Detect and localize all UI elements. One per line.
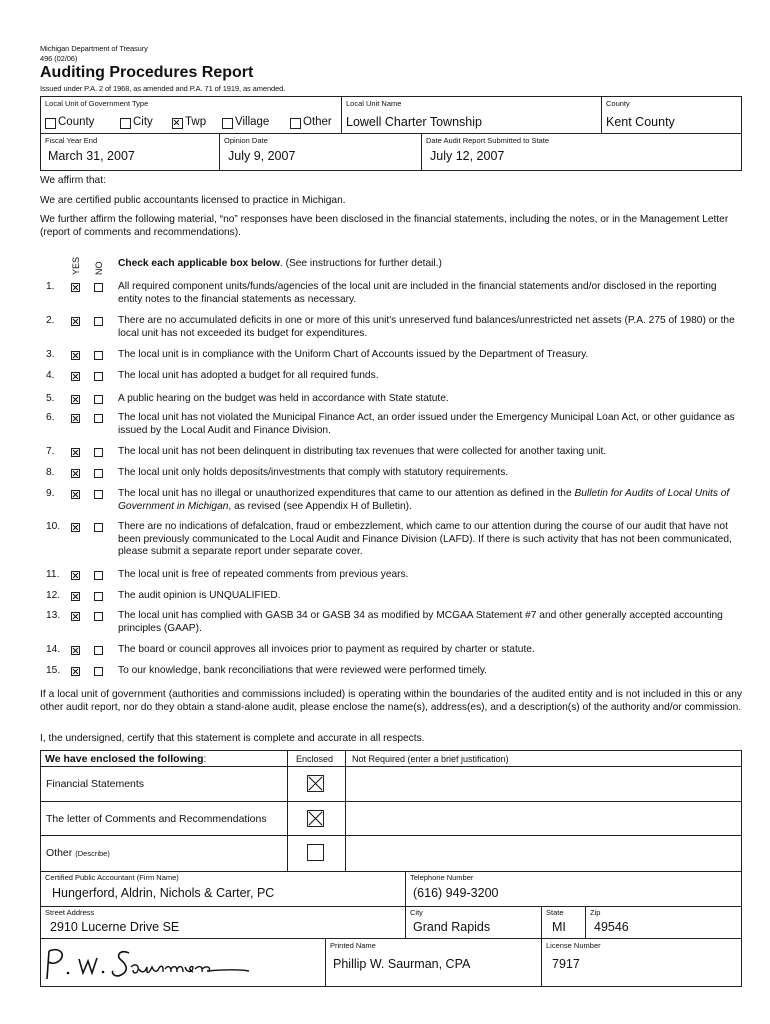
item-no-checkbox[interactable] <box>94 523 103 532</box>
item-no-checkbox[interactable] <box>94 469 103 478</box>
authority-paragraph: If a local unit of government (authorities and commissions included) is operating within the boundaries of the audited entity and is not included in this or any other audit report, nor do they obtain a stand-alone audit, please enclose the name(s), address(es), and a description(s) of the authority and/or commission. <box>40 689 742 713</box>
unit-type-checkbox-village[interactable] <box>222 118 233 129</box>
item-text: All required component units/funds/agencies of the local unit are included in the financial statements and/or disclosed in the reporting entity notes to the financial statements as necessary. <box>118 281 717 305</box>
opinion-date-label: Opinion Date <box>224 136 268 145</box>
enclosed-row-name: Financial Statements <box>46 778 145 790</box>
item-number: 9. <box>46 488 55 499</box>
enclosed-header-colon: : <box>203 753 207 765</box>
item-text: The local unit is free of repeated comments from previous years. <box>118 569 409 580</box>
item-no-checkbox[interactable] <box>94 448 103 457</box>
no-column-header: NO <box>94 261 104 275</box>
form-title: Auditing Procedures Report <box>40 64 254 81</box>
unit-type-label-city: City <box>133 116 153 128</box>
unit-type-label-village: Village <box>235 116 270 128</box>
unit-type-checkbox-city[interactable] <box>120 118 131 129</box>
item-yes-checkbox[interactable] <box>71 351 80 360</box>
form-number: 496 (02/06) <box>40 54 78 63</box>
item-text: The local unit has complied with GASB 34 or GASB 34 as modified by MCGAA Statement #7 and other generally accepted accounting principles (GAAP). <box>118 610 723 634</box>
item-number: 15. <box>46 665 61 676</box>
item-yes-checkbox[interactable] <box>71 283 80 292</box>
item-yes-checkbox[interactable] <box>71 523 80 532</box>
firm-name-label: Certified Public Accountant (Firm Name) <box>45 873 179 882</box>
further-affirm-text: We further affirm the following material, “no” responses have been disclosed in the financial statements, including the notes, or in the Management Letter (report of comments and recommendations). <box>40 214 729 238</box>
state-value[interactable]: MI <box>552 920 566 934</box>
submitted-date-value[interactable]: July 12, 2007 <box>430 149 505 163</box>
opinion-date-value[interactable]: July 9, 2007 <box>228 149 296 163</box>
enclosed-row-describe: (Describe) <box>75 849 110 858</box>
item-yes-checkbox[interactable] <box>71 414 80 423</box>
item-no-checkbox[interactable] <box>94 414 103 423</box>
city-label: City <box>410 908 423 917</box>
not-required-column-header: Not Required (enter a brief justification) <box>352 754 509 764</box>
enclosed-row-label <box>46 778 144 790</box>
item-number: 14. <box>46 644 61 655</box>
item-yes-checkbox[interactable] <box>71 571 80 580</box>
county-value[interactable]: Kent County <box>606 115 675 129</box>
item-number: 1. <box>46 281 55 292</box>
handwritten-signature <box>41 939 265 985</box>
submitted-date-label: Date Audit Report Submitted to State <box>426 136 549 145</box>
item-no-checkbox[interactable] <box>94 395 103 404</box>
license-number-value[interactable]: 7917 <box>552 957 580 971</box>
fiscal-year-end-value[interactable]: March 31, 2007 <box>48 149 135 163</box>
item-no-checkbox[interactable] <box>94 372 103 381</box>
check-instructions-rest: . (See instructions for further detail.) <box>279 258 442 269</box>
item-text: The local unit has adopted a budget for all required funds. <box>118 370 379 381</box>
item-no-checkbox[interactable] <box>94 317 103 326</box>
certify-text: I, the undersigned, certify that this statement is complete and accurate in all respects. <box>40 733 425 744</box>
enclosed-header-bold: We have enclosed the following <box>45 753 204 765</box>
enclosed-row-label <box>46 813 267 825</box>
item-no-checkbox[interactable] <box>94 490 103 499</box>
item-yes-checkbox[interactable] <box>71 612 80 621</box>
enclosed-checkbox[interactable] <box>307 810 324 827</box>
check-instructions-bold: Check each applicable box below <box>118 258 280 269</box>
item-no-checkbox[interactable] <box>94 646 103 655</box>
affirm-text: We affirm that: <box>40 175 106 186</box>
item-number: 13. <box>46 610 61 621</box>
enclosed-row-name: The letter of Comments and Recommendations <box>46 813 267 825</box>
item-number: 2. <box>46 315 55 326</box>
telephone-value[interactable]: (616) 949-3200 <box>413 886 499 900</box>
city-value[interactable]: Grand Rapids <box>413 920 491 934</box>
enclosed-row-name: Other <box>46 847 73 859</box>
item-no-checkbox[interactable] <box>94 351 103 360</box>
state-label: State <box>546 908 564 917</box>
telephone-label: Telephone Number <box>410 873 474 882</box>
item-number: 11. <box>46 569 60 580</box>
item-number: 4. <box>46 370 55 381</box>
item-text: The local unit has no illegal or unauthorized expenditures that came to our attention as defined in the Bulletin for Audits of Local Units of Government in Michigan, as revised (see Appendix H of Bulletin). <box>118 488 730 512</box>
enclosed-checkbox[interactable] <box>307 775 324 792</box>
item-number: 7. <box>46 446 55 457</box>
item-no-checkbox[interactable] <box>94 592 103 601</box>
signature-area <box>41 939 265 985</box>
fiscal-year-end-label: Fiscal Year End <box>45 136 98 145</box>
zip-value[interactable]: 49546 <box>594 920 629 934</box>
item-text: A public hearing on the budget was held in accordance with State statute. <box>118 393 449 404</box>
unit-type-label-other: Other <box>303 116 332 128</box>
printed-name-value[interactable]: Phillip W. Saurman, CPA <box>333 957 471 971</box>
item-text: The local unit has not been delinquent in distributing tax revenues that were collected for another taxing unit. <box>118 446 607 457</box>
street-address-value[interactable]: 2910 Lucerne Drive SE <box>50 920 180 934</box>
item-text: To our knowledge, bank reconciliations that were reviewed were performed timely. <box>118 665 488 676</box>
item-text: The board or council approves all invoices prior to payment as required by charter or statute. <box>118 644 535 655</box>
unit-name-label: Local Unit Name <box>346 99 402 108</box>
item-yes-checkbox[interactable] <box>71 395 80 404</box>
item-yes-checkbox[interactable] <box>71 372 80 381</box>
unit-type-checkbox-twp[interactable] <box>172 118 183 129</box>
firm-name-value[interactable]: Hungerford, Aldrin, Nichols & Carter, PC <box>52 886 275 900</box>
item-number: 10. <box>46 521 61 532</box>
item-yes-checkbox[interactable] <box>71 317 80 326</box>
item-no-checkbox[interactable] <box>94 283 103 292</box>
item-number: 6. <box>46 412 55 423</box>
yes-column-header: YES <box>71 256 81 275</box>
check-instructions <box>118 258 442 269</box>
item-text: The audit opinion is UNQUALIFIED. <box>118 590 281 601</box>
item-yes-checkbox[interactable] <box>71 667 80 676</box>
enclosed-header <box>45 753 206 765</box>
unit-type-label: Local Unit of Government Type <box>45 99 149 108</box>
unit-type-checkbox-county[interactable] <box>45 118 56 129</box>
county-label: County <box>606 99 630 108</box>
enclosed-checkbox[interactable] <box>307 844 324 861</box>
street-address-label: Street Address <box>45 908 95 917</box>
item-yes-checkbox[interactable] <box>71 469 80 478</box>
unit-name-value[interactable]: Lowell Charter Township <box>346 115 482 129</box>
item-yes-checkbox[interactable] <box>71 448 80 457</box>
bulletin-title: Bulletin for Audits of Local Units of Government in Michigan <box>118 488 730 512</box>
item-yes-checkbox[interactable] <box>71 592 80 601</box>
enclosed-row-label <box>46 847 110 859</box>
zip-label: Zip <box>590 908 601 917</box>
unit-type-label-twp: Twp <box>185 116 207 128</box>
printed-name-label: Printed Name <box>330 941 376 950</box>
item-number: 3. <box>46 349 55 360</box>
item-no-checkbox[interactable] <box>94 612 103 621</box>
item-no-checkbox[interactable] <box>94 571 103 580</box>
unit-type-label-county: County <box>58 116 95 128</box>
agency-name: Michigan Department of Treasury <box>40 44 148 53</box>
item-number: 12. <box>46 590 61 601</box>
cpa-statement: We are certified public accountants licensed to practice in Michigan. <box>40 195 346 206</box>
item-text: There are no indications of defalcation, fraud or embezzlement, which came to our attention during the course of our audit that have not been previously communicated to the Local Audit and Finance Division (LAFD). If there is such activity that has not been communicated, please submit a separate report under separate cover. <box>118 521 732 557</box>
item-text: The local unit has not violated the Municipal Finance Act, an order issued under the Emergency Municipal Loan Act, or other guidance as issued by the Local Audit and Finance Division. <box>118 412 735 436</box>
item-number: 8. <box>46 467 55 478</box>
item-yes-checkbox[interactable] <box>71 490 80 499</box>
item-number: 5. <box>46 393 55 404</box>
item-no-checkbox[interactable] <box>94 667 103 676</box>
license-number-label: License Number <box>546 941 601 950</box>
enclosed-column-header: Enclosed <box>296 754 334 764</box>
item-text: The local unit is in compliance with the Uniform Chart of Accounts issued by the Department of Treasury. <box>118 349 589 360</box>
unit-type-checkbox-other[interactable] <box>290 118 301 129</box>
form-subtitle: Issued under P.A. 2 of 1968, as amended and P.A. 71 of 1919, as amended. <box>40 84 286 93</box>
item-text: There are no accumulated deficits in one or more of this unit's unreserved fund balances/unrestricted net assets (P.A. 275 of 1980) or the local unit has not exceeded its budget for expenditures. <box>118 315 735 339</box>
item-text: The local unit only holds deposits/investments that comply with statutory requirements. <box>118 467 509 478</box>
item-yes-checkbox[interactable] <box>71 646 80 655</box>
